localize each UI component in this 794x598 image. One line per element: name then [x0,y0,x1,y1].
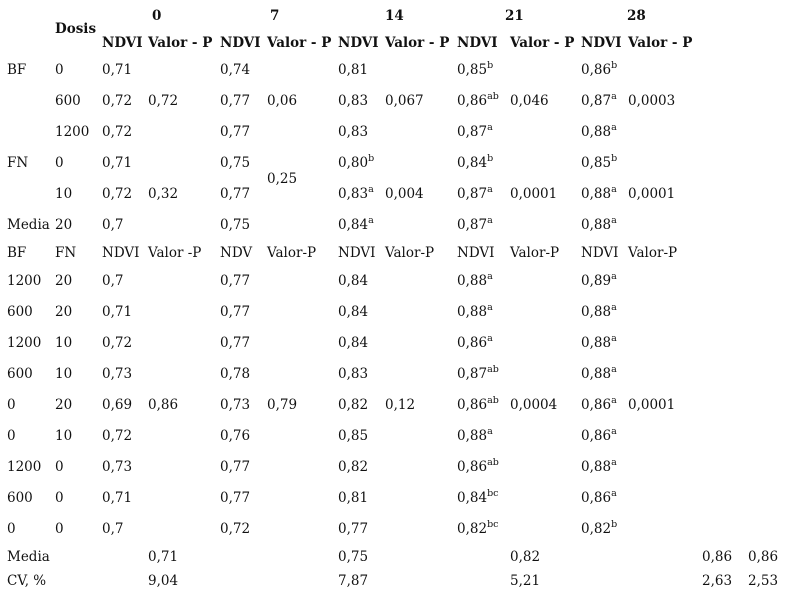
cell-value: 0,72 [102,93,133,109]
fn-dose: 20 [55,304,73,320]
factor-label: Media [7,217,50,233]
ndvi-cell [581,428,617,444]
ndvi-cell [220,304,250,320]
media-value: 0,86 [748,549,779,565]
valor-p-cell [628,397,675,413]
cell-value: 0,88 [581,335,612,351]
ndvi-cell [102,397,132,413]
cv-value: 5,21 [510,573,541,589]
ndvi-cell [220,459,250,475]
ndvi-cell [338,459,368,475]
significance-letter: a [611,333,617,344]
significance-letter: a [611,122,617,133]
media-value: 0,75 [338,549,369,565]
bf-dose: 1200 [7,335,42,351]
cell-value: 0,79 [267,397,298,413]
cell-value: 0,85 [457,62,488,78]
cell-value: 0,7 [102,273,124,289]
cell-value: 0,74 [220,62,251,78]
ndvi-cell [581,490,617,506]
media-label: Media [7,549,50,565]
ndvi-cell [220,62,250,78]
ndvi-cell [102,124,132,140]
valor-p-cell [385,186,424,202]
cell-value: 0,0001 [510,186,558,202]
cell-value: 0,75 [220,217,251,233]
ndvi-cell [457,217,493,233]
cell-value: 0,86 [581,397,612,413]
cv-value: 9,04 [148,573,179,589]
ndvi-cell [220,521,250,537]
ndvi-cell [220,366,250,382]
cell-value: 0,84 [338,335,369,351]
cell-value: 0,81 [338,490,369,506]
ndvi-cell [581,459,617,475]
valor-p-cell [510,93,549,109]
cell-value: 0,88 [457,428,488,444]
ndvi-cell [220,155,250,171]
valor-p-cell [385,397,415,413]
ndvi-cell [338,62,368,78]
ndvi-cell [338,273,368,289]
cell-value: 0,88 [581,304,612,320]
cell-value: 0,77 [220,93,251,109]
valor-p-header: Valor - P [267,35,332,51]
bf-dose: 1200 [7,273,42,289]
cell-value: 0,86 [457,459,488,475]
ndvi-cell [457,124,493,140]
ndvi-cell [581,397,617,413]
ndvi-col-header: NDV [220,245,253,261]
significance-letter: a [487,184,493,195]
bf-dose: 1200 [7,459,42,475]
day-21-header: 21 [505,8,524,24]
ndvi-cell [581,124,617,140]
ndvi-cell [457,62,493,78]
cell-value: 0,7 [102,217,124,233]
valor-p-cell [267,93,297,109]
significance-letter: ab [487,91,499,102]
cell-value: 0,82 [338,459,369,475]
day-28-header: 28 [627,8,646,24]
ndvi-cell [338,366,368,382]
cell-value: 0,72 [102,124,133,140]
significance-letter: a [611,488,617,499]
dose-value: 600 [55,93,81,109]
valor-p-col-header: Valor-P [267,245,317,261]
fn-dose: 10 [55,366,73,382]
day-7-header: 7 [270,8,280,24]
significance-letter: a [611,302,617,313]
fn-dose: 0 [55,521,64,537]
ndvi-cell [581,186,617,202]
significance-letter: bc [487,519,499,530]
cell-value: 0,77 [220,186,251,202]
valor-p-cell [510,397,557,413]
bf-dose: 600 [7,304,33,320]
cell-value: 0,0003 [628,93,676,109]
cell-value: 0,86 [457,335,488,351]
fn-col-header: FN [55,245,77,261]
significance-letter: a [611,184,617,195]
cell-value: 0,88 [457,273,488,289]
factor-label: FN [7,155,29,171]
ndvi-cell [102,521,123,537]
cell-value: 0,77 [338,521,369,537]
fn-valor-p-day-7: 0,25 [267,171,298,187]
significance-letter: a [611,426,617,437]
ndvi-cell [220,428,250,444]
ndvi-cell [457,335,493,351]
ndvi-cell [102,62,132,78]
significance-letter: a [368,215,374,226]
cell-value: 0,7 [102,521,124,537]
ndvi-cell [102,186,132,202]
valor-p-header: Valor - P [628,35,693,51]
ndvi-cell [102,335,132,351]
cell-value: 0,88 [581,366,612,382]
significance-letter: a [368,184,374,195]
cell-value: 0,88 [581,217,612,233]
cell-value: 0,72 [220,521,251,537]
cell-value: 0,77 [220,273,251,289]
cv-value: 7,87 [338,573,369,589]
bf-col-header: BF [7,245,27,261]
cell-value: 0,86 [148,397,179,413]
ndvi-cell [457,428,493,444]
ndvi-cell [338,490,368,506]
cell-value: 0,71 [102,155,133,171]
fn-dose: 20 [55,273,73,289]
ndvi-header: NDVI [220,35,261,51]
cell-value: 0,75 [220,155,251,171]
significance-letter: b [611,153,618,164]
dosis-header: Dosis [55,21,97,37]
ndvi-col-header: NDVI [338,245,376,261]
ndvi-cell [581,366,617,382]
valor-p-cell [628,186,675,202]
significance-letter: a [487,215,493,226]
ndvi-cell [457,459,499,475]
cell-value: 0,067 [385,93,424,109]
cell-value: 0,84 [338,217,369,233]
bf-dose: 600 [7,490,33,506]
fn-dose: 0 [55,459,64,475]
cell-value: 0,85 [581,155,612,171]
cell-value: 0,84 [457,490,488,506]
ndvi-cell [338,428,368,444]
cell-value: 0,72 [102,428,133,444]
cell-value: 0,73 [102,366,133,382]
cell-value: 0,89 [581,273,612,289]
ndvi-cell [457,273,493,289]
ndvi-cell [220,93,250,109]
ndvi-col-header: NDVI [102,245,140,261]
ndvi-cell [102,273,123,289]
cell-value: 0,73 [102,459,133,475]
significance-letter: a [487,271,493,282]
valor-p-cell [628,93,675,109]
ndvi-cell [338,124,368,140]
valor-p-cell [385,93,424,109]
cell-value: 0,0004 [510,397,558,413]
day-0-header: 0 [152,8,162,24]
ndvi-cell [581,273,617,289]
dose-value: 0 [55,62,64,78]
cell-value: 0,86 [581,62,612,78]
cell-value: 0,82 [457,521,488,537]
cell-value: 0,83 [338,186,369,202]
valor-p-col-header: Valor -P [148,245,202,261]
ndvi-col-header: NDVI [457,245,495,261]
fn-dose: 10 [55,335,73,351]
cell-value: 0,82 [338,397,369,413]
ndvi-cell [581,304,617,320]
cell-value: 0,88 [581,124,612,140]
ndvi-cell [338,186,374,202]
cell-value: 0,77 [220,459,251,475]
ndvi-cell [338,217,374,233]
valor-p-cell [510,186,557,202]
significance-letter: b [368,153,375,164]
ndvi-cell [457,490,498,506]
significance-letter: a [487,122,493,133]
cell-value: 0,71 [102,304,133,320]
cell-value: 0,88 [457,304,488,320]
ndvi-cell [220,490,250,506]
fn-dose: 0 [55,490,64,506]
cv-value: 2,53 [748,573,779,589]
cell-value: 0,86 [457,93,488,109]
valor-p-col-header: Valor-P [510,245,560,261]
cell-value: 0,32 [148,186,179,202]
cell-value: 0,78 [220,366,251,382]
ndvi-cell [220,273,250,289]
ndvi-cell [102,304,132,320]
valor-p-header: Valor - P [148,35,213,51]
significance-letter: a [611,91,617,102]
cell-value: 0,77 [220,124,251,140]
ndvi-cell [581,155,617,171]
cell-value: 0,69 [102,397,133,413]
cell-value: 0,76 [220,428,251,444]
valor-p-cell [148,186,178,202]
cv-label: CV, % [7,573,47,589]
cell-value: 0,71 [102,62,133,78]
cell-value: 0,82 [581,521,612,537]
valor-p-col-header: Valor-P [628,245,678,261]
ndvi-header: NDVI [457,35,498,51]
fn-dose: 20 [55,397,73,413]
significance-letter: a [611,364,617,375]
cell-value: 0,87 [457,217,488,233]
valor-p-header: Valor - P [510,35,575,51]
dose-value: 10 [55,186,73,202]
cell-value: 0,12 [385,397,416,413]
ndvi-cell [581,62,617,78]
significance-letter: a [611,457,617,468]
valor-p-cell [148,93,178,109]
cell-value: 0,0001 [628,397,676,413]
cell-value: 0,85 [338,428,369,444]
bf-dose: 0 [7,521,16,537]
ndvi-cell [581,335,617,351]
fn-dose: 10 [55,428,73,444]
dose-value: 20 [55,217,73,233]
significance-letter: a [611,271,617,282]
ndvi-cell [338,397,368,413]
ndvi-cell [102,490,132,506]
significance-letter: a [611,215,617,226]
cell-value: 0,88 [581,459,612,475]
ndvi-cell [338,304,368,320]
cell-value: 0,86 [581,490,612,506]
ndvi-cell [220,335,250,351]
cell-value: 0,87 [457,186,488,202]
media-value: 0,82 [510,549,541,565]
ndvi-cell [220,124,250,140]
cell-value: 0,77 [220,304,251,320]
cell-value: 0,72 [148,93,179,109]
significance-letter: ab [487,457,499,468]
bf-dose: 0 [7,397,16,413]
dose-value: 1200 [55,124,90,140]
cell-value: 0,84 [338,304,369,320]
cell-value: 0,004 [385,186,424,202]
valor-p-header: Valor - P [385,35,450,51]
significance-letter: a [487,426,493,437]
ndvi-cell [457,397,499,413]
bf-dose: 0 [7,428,16,444]
valor-p-cell [267,397,297,413]
ndvi-cell [457,93,499,109]
ndvi-col-header: NDVI [581,245,619,261]
bf-dose: 600 [7,366,33,382]
ndvi-cell [102,155,132,171]
cell-value: 0,81 [338,62,369,78]
cell-value: 0,87 [581,93,612,109]
ndvi-cell [102,428,132,444]
cell-value: 0,83 [338,93,369,109]
significance-letter: a [487,302,493,313]
ndvi-cell [338,521,368,537]
valor-p-cell [148,397,178,413]
ndvi-cell [457,186,493,202]
significance-letter: a [611,395,617,406]
cell-value: 0,72 [102,335,133,351]
ndvi-cell [581,217,617,233]
ndvi-header: NDVI [338,35,379,51]
ndvi-cell [220,397,250,413]
dose-value: 0 [55,155,64,171]
cell-value: 0,87 [457,366,488,382]
ndvi-cell [220,217,250,233]
cell-value: 0,046 [510,93,549,109]
significance-letter: b [611,519,618,530]
cell-value: 0,77 [220,335,251,351]
significance-letter: b [487,60,494,71]
cell-value: 0,77 [220,490,251,506]
significance-letter: b [487,153,494,164]
cell-value: 0,73 [220,397,251,413]
significance-letter: ab [487,364,499,375]
ndvi-cell [338,335,368,351]
media-value: 0,71 [148,549,179,565]
significance-letter: bc [487,488,499,499]
factor-label: BF [7,62,27,78]
valor-p-col-header: Valor-P [385,245,435,261]
significance-letter: b [611,60,618,71]
cell-value: 0,88 [581,186,612,202]
day-14-header: 14 [385,8,404,24]
ndvi-cell [457,521,498,537]
cell-value: 0,83 [338,124,369,140]
ndvi-cell [102,459,132,475]
cell-value: 0,83 [338,366,369,382]
significance-letter: a [487,333,493,344]
ndvi-cell [457,366,499,382]
ndvi-header: NDVI [581,35,622,51]
cell-value: 0,86 [457,397,488,413]
cell-value: 0,87 [457,124,488,140]
cell-value: 0,72 [102,186,133,202]
ndvi-cell [102,217,123,233]
ndvi-cell [457,155,493,171]
ndvi-cell [581,521,617,537]
cell-value: 0,71 [102,490,133,506]
cell-value: 0,80 [338,155,369,171]
cell-value: 0,0001 [628,186,676,202]
cv-value: 2,63 [702,573,733,589]
cell-value: 0,06 [267,93,298,109]
ndvi-header: NDVI [102,35,143,51]
media-value: 0,86 [702,549,733,565]
cell-value: 0,86 [581,428,612,444]
ndvi-cell [581,93,617,109]
ndvi-cell [338,93,368,109]
ndvi-cell [338,155,374,171]
ndvi-cell [102,366,132,382]
ndvi-cell [220,186,250,202]
ndvi-cell [102,93,132,109]
cell-value: 0,84 [457,155,488,171]
ndvi-cell [457,304,493,320]
significance-letter: ab [487,395,499,406]
cell-value: 0,84 [338,273,369,289]
